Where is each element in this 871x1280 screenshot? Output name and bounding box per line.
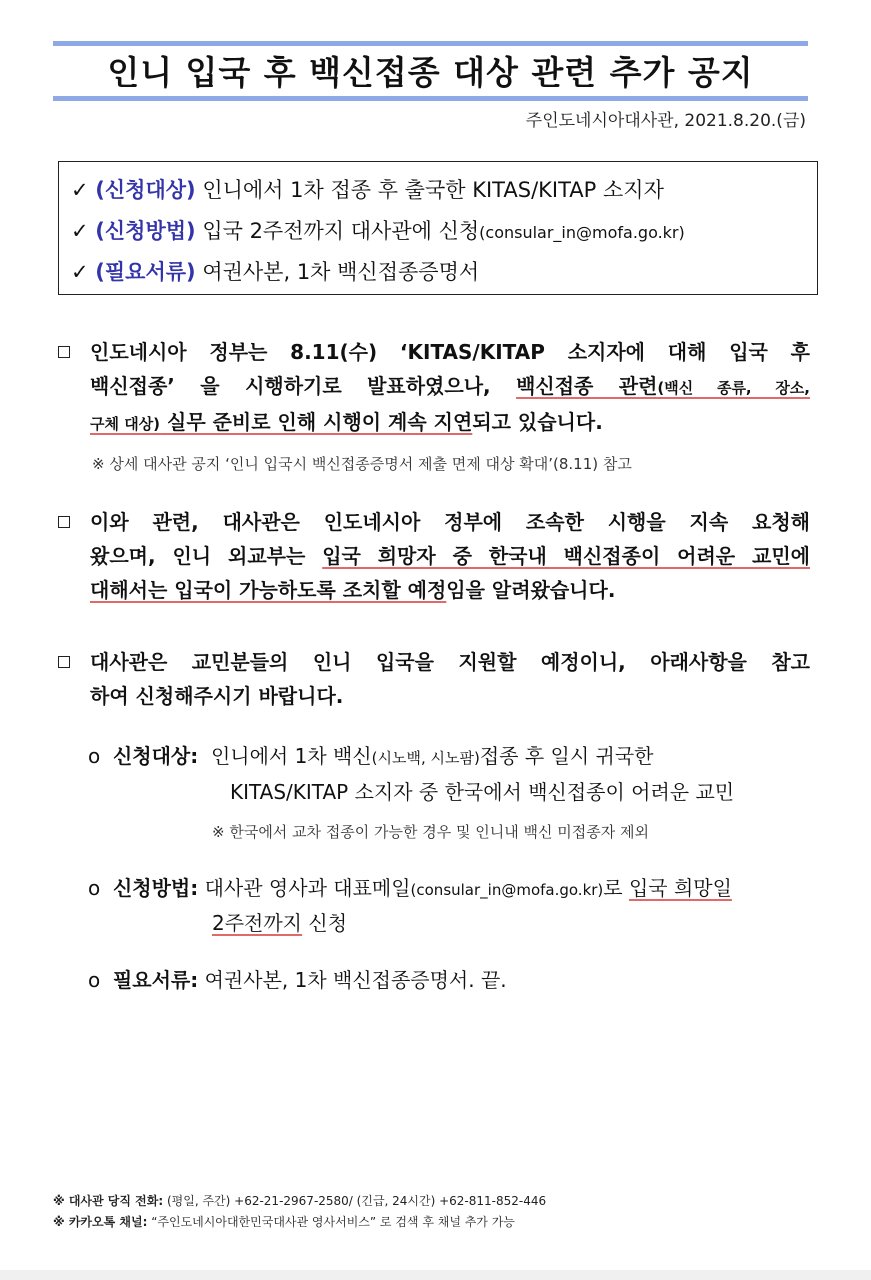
paragraph-line: 대사관은 교민분들의 인니 입국을 지원할 예정이니, 아래사항을 참고 [90, 650, 810, 674]
page-title: 인니 입국 후 백신접종 대상 관련 추가 공지 [107, 53, 754, 92]
circle-bullet: o [88, 876, 101, 900]
summary-tag: (신청방법) [95, 219, 196, 243]
summary-text: 입국 2주전까지 대사관에 신청 [202, 219, 480, 243]
detail-method-line2: 2주전까지 신청 [212, 911, 348, 935]
reference-note: ※ 상세 대사관 공지 ‘인니 입국시 백신접종증명서 제출 면제 대상 확대’(8.11) 참고 [92, 455, 632, 473]
check-icon: ✓ [71, 178, 89, 202]
circle-bullet: o [88, 968, 101, 992]
summary-email: (consular_in@mofa.go.kr) [479, 223, 685, 242]
detail-target-line2: KITAS/KITAP 소지자 중 한국에서 백신접종이 어려운 교민 [230, 780, 735, 804]
summary-text: 인니에서 1차 접종 후 출국한 KITAS/KITAP 소지자 [202, 178, 664, 202]
circle-bullet: o [88, 744, 101, 768]
summary-box [58, 161, 818, 295]
summary-text: 여권사본, 1차 백신접종증명서 [202, 260, 480, 284]
issue-date: 주인도네시아대사관, 2021.8.20.(금) [525, 111, 806, 131]
paragraph-2 [90, 505, 810, 607]
paragraph-line: 구체 대상) 실무 준비로 인해 시행이 계속 지연되고 있습니다. [90, 410, 603, 434]
paragraph-line: 대해서는 입국이 가능하도록 조치할 예정임을 알려왔습니다. [90, 578, 616, 602]
summary-item [71, 174, 664, 204]
detail-target: o 신청대상: 인니에서 1차 백신(시노백, 시노팜)접종 후 일시 귀국한 [88, 744, 654, 768]
footer-kakao: ※ 카카오톡 채널: “주인도네시아대한민국대사관 영사서비스” 로 검색 후 채널 추가 가능 [53, 1215, 515, 1229]
summary-tag: (필요서류) [95, 260, 196, 284]
title-top-rule [53, 41, 808, 46]
paragraph-1 [90, 335, 810, 441]
paragraph-line: 이와 관련, 대사관은 인도네시아 정부에 조속한 시행을 지속 요청해 [90, 510, 810, 534]
footer-phone: ※ 대사관 당직 전화: (평일, 주간) +62-21-2967-2580/ (긴급, 24시간) +62-811-852-446 [53, 1194, 547, 1208]
paragraph-line: 인도네시아 정부는 8.11(수) ‘KITAS/KITAP 소지자에 대해 입국 후 [90, 340, 810, 364]
paragraph-line: 하여 신청해주시기 바랍니다. [90, 684, 344, 708]
bottom-strip [0, 1270, 871, 1280]
detail-docs: o 필요서류: 여권사본, 1차 백신접종증명서. 끝. [88, 968, 507, 992]
title-bottom-rule [53, 96, 808, 101]
summary-item [71, 215, 685, 245]
detail-target-note: ※ 한국에서 교차 접종이 가능한 경우 및 인니내 백신 미접종자 제외 [212, 823, 649, 841]
detail-method: o 신청방법: 대사관 영사과 대표메일(consular_in@mofa.go.kr)로 입국 희망일 [88, 876, 732, 900]
check-icon: ✓ [71, 219, 89, 243]
detail-label: 신청방법: [112, 876, 199, 900]
detail-label: 필요서류: [112, 968, 199, 992]
paragraph-line: 왔으며, 인니 외교부는 입국 희망자 중 한국내 백신접종이 어려운 교민에 [90, 544, 810, 568]
square-bullet-icon [58, 516, 70, 528]
paragraph-line: 백신접종’ 을 시행하기로 발표하였으나, 백신접종 관련(백신 종류, 장소, [90, 374, 811, 398]
square-bullet-icon [58, 346, 70, 358]
check-icon: ✓ [71, 260, 89, 284]
summary-tag: (신청대상) [95, 178, 196, 202]
detail-label: 신청대상: [112, 744, 199, 768]
summary-item [71, 256, 479, 286]
paragraph-3 [90, 645, 810, 713]
square-bullet-icon [58, 656, 70, 668]
